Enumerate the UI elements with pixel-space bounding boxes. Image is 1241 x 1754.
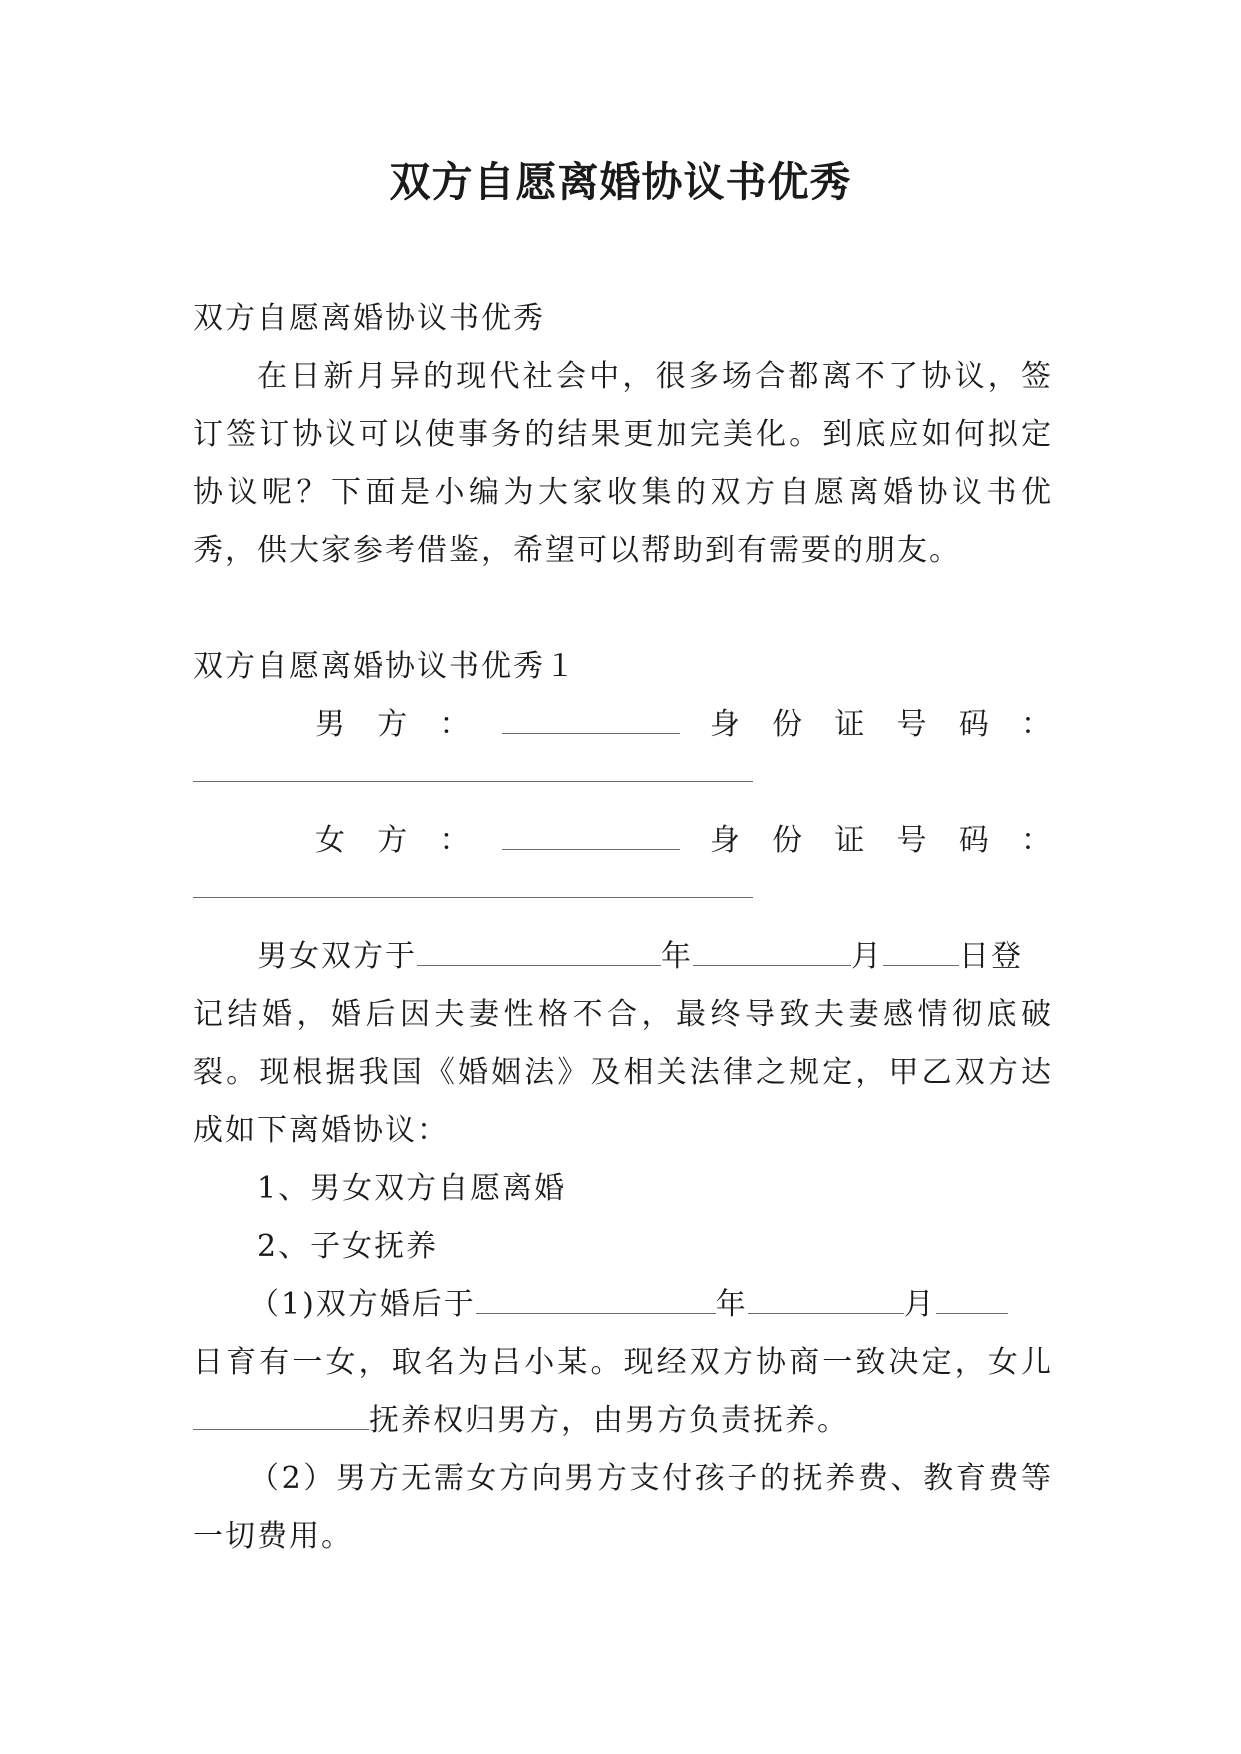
section-heading: 双方自愿离婚协议书优秀１ [193,649,577,684]
clause-1: 1、男女双方自愿离婚 [257,1171,567,1206]
female-party-row [193,812,1053,870]
label-char: ： [439,823,472,858]
label-char: 份 [772,823,805,858]
male-party-row [193,696,1053,754]
document-body [193,290,1053,1566]
male-id-blank-line [193,754,1053,812]
marriage-date-line [193,928,1053,986]
female-name-blank [502,823,680,850]
text-fragment: （1)双方婚后于 [249,1287,476,1322]
guardian-blank [193,1403,369,1430]
spacer [193,580,1053,638]
label-char: 证 [834,823,867,858]
label-char: ： [1020,823,1053,858]
text-fragment: 月 [903,1287,936,1322]
year-blank [476,1287,716,1314]
intro-paragraph: 在日新月异的现代社会中，很多场合都离不了协议，签订签订协议可以使事务的结果更加完美化。到底应如何拟定协议呢？下面是小编为大家收集的双方自愿离婚协议书优秀，供大家参考借鉴，希望可以帮助到有需要的朋友。 [193,359,1053,568]
label-char: ： [439,707,472,742]
month-blank [748,1287,904,1314]
label-char: 女 [315,823,347,858]
label-char: 男 [315,707,347,742]
label-char: 号 [896,823,929,858]
male-id-blank [193,781,753,782]
male-name-blank [502,707,680,734]
label-char: 份 [772,707,805,742]
label-char: 方 [377,707,410,742]
label-char: 身 [709,707,742,742]
subtitle: 双方自愿离婚协议书优秀 [193,301,545,336]
day-blank [936,1287,1008,1314]
day-blank [883,939,959,966]
text-fragment: 日登 [959,939,1023,974]
label-char: 码 [958,707,991,742]
label-char: 证 [834,707,867,742]
clause-2: 2、子女抚养 [257,1229,439,1264]
subclause-1-line3 [193,1392,1053,1450]
label-char: ： [1020,707,1053,742]
text-fragment: 年 [661,939,693,974]
document-title: 双方自愿离婚协议书优秀 [389,158,852,206]
marriage-paragraph: 记结婚，婚后因夫妻性格不合，最终导致夫妻感情彻底破裂。现根据我国《婚姻法》及相关法律之规定，甲乙双方达成如下离婚协议： [193,997,1053,1148]
year-blank [417,939,661,966]
text-fragment: 抚养权归男方，由男方负责抚养。 [369,1403,849,1438]
label-char: 方 [377,823,410,858]
female-id-blank-line [193,870,1053,928]
text-fragment: 男女双方于 [257,939,417,974]
subclause-1-line1 [193,1276,1053,1334]
label-char: 号 [896,707,929,742]
text-fragment: 年 [715,1287,748,1322]
female-id-blank [193,897,753,898]
label-char: 身 [709,823,742,858]
subclause-1-line2: 日育有一女，取名为吕小某。现经双方协商一致决定，女儿 [193,1345,1053,1380]
text-fragment: 月 [851,939,883,974]
label-char: 码 [958,823,991,858]
month-blank [693,939,851,966]
subclause-2: （2）男方无需女方向男方支付孩子的抚养费、教育费等一切费用。 [193,1461,1053,1554]
